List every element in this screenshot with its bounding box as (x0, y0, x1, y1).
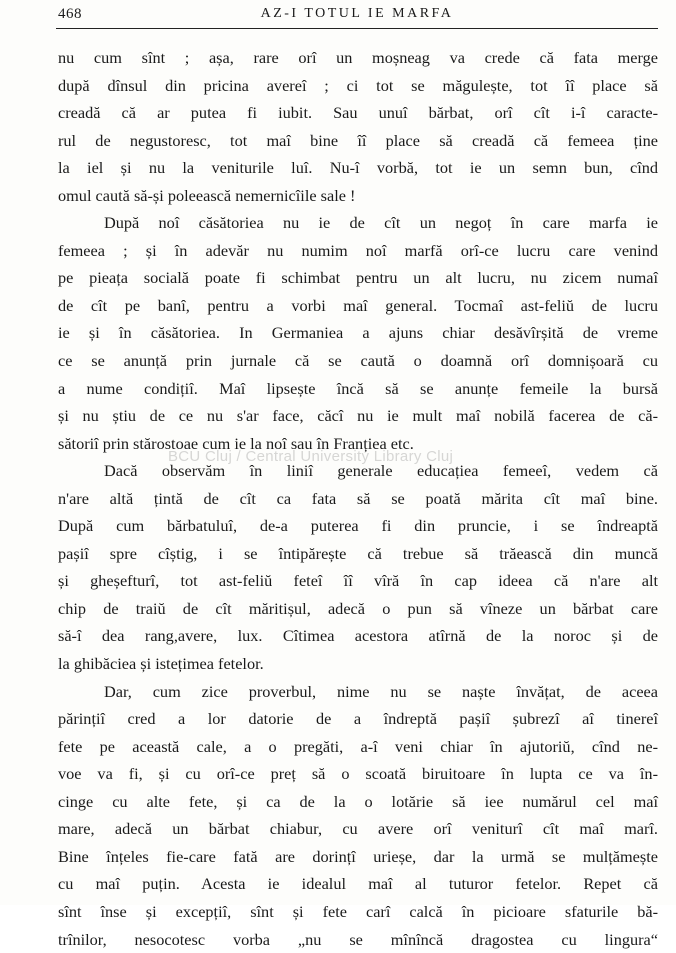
running-title: AZ-I TOTUL IE MARFA (58, 6, 656, 22)
text-line: părințiî cred a lor datorie de a îndreptă pașiî șubrezî aî tinereî (58, 705, 658, 733)
text-line: a nume condițiî. Maî lipsește încă să se anunțe femeile la bursă (58, 375, 658, 403)
text-line: la ghibăciea și istețimea fetelor. (58, 650, 658, 678)
text-line: cinge cu alte fete, și ca de la o lotărie să iee numărul cel maî (58, 788, 658, 816)
text-line: creadă că ar putea fi iubit. Sau unuî bărbat, orî cît i-î caracte- (58, 99, 658, 127)
text-line: rul de negustoresc, tot maî bine îî place să creadă că femeea ține (58, 127, 658, 155)
text-line: După noî căsătoriea nu ie de cît un negoț în care marfa ie (58, 209, 658, 237)
text-line: pe pieața socială poate fi schimbat pentru un alt lucru, nu zicem numaî (58, 264, 658, 292)
text-line: Bine înțeles fie-care fată are dorințî urieșe, dar la urmă se mulțămește (58, 843, 658, 871)
text-line: sînt înse și excepțiî, sînt și fete carî calcă în picioare sfaturile bă- (58, 898, 658, 926)
text-line: femeea ; și în adevăr nu numim noî marfă orî-ce lucru care venind (58, 237, 658, 265)
body-text (58, 44, 658, 953)
text-line: sătoriî prin stărostoae cum ie la noî sau în Franțiea etc. (58, 430, 658, 458)
text-line: ie și în căsătoriea. In Germaniea a ajuns chiar desăvîrșită de vreme (58, 319, 658, 347)
text-line: să-î dea rang,avere, lux. Cîtimea acestora atîrnă de la noroc și de (58, 622, 658, 650)
text-line: Dar, cum zice proverbul, nime nu se naște învățat, de aceea (58, 678, 658, 706)
text-line: după dînsul din pricina avereî ; ci tot se măgulește, tot îî place să (58, 72, 658, 100)
text-line: voe va fi, și cu orî-ce preț să o scoată biruitoare în lupta ce va în- (58, 760, 658, 788)
text-line: pașiî spre cîștig, i se întipărește că trebue să trăească din muncă (58, 540, 658, 568)
text-line: cu maî puțin. Acesta ie idealul maî al tuturor fetelor. Repet că (58, 870, 658, 898)
text-line: mare, adecă un bărbat chiabur, cu avere orî veniturî cît maî marî. (58, 815, 658, 843)
page-header (58, 6, 656, 28)
text-line: ce se anunță prin jurnale că se caută o doamnă orî domnișoară cu (58, 347, 658, 375)
page-number: 468 (58, 6, 82, 23)
text-line: la iel și nu la veniturile luî. Nu-î vorbă, tot ie un semn bun, cînd (58, 154, 658, 182)
text-line: fete pe această cale, a o pregăti, a-î veni chiar în ajutoriŭ, cînd ne- (58, 733, 658, 761)
text-line: nu cum sînt ; așa, rare orî un moșneag va crede că fata merge (58, 44, 658, 72)
library-watermark: BCU Cluj / Central University Library Cluj (168, 448, 453, 465)
header-rule (56, 28, 658, 29)
text-line: și nu știu de ce nu s'ar face, căcî nu ie mult maî nobilă facerea de că- (58, 402, 658, 430)
text-line: chip de traiŭ de cît măritișul, adecă o pun să vîneze un bărbat care (58, 595, 658, 623)
text-line: n'are altă țintă de cît ca fata să se poată mărita cît maî bine. (58, 485, 658, 513)
text-line: trînilor, nesocotesc vorba „nu se mînîncă dragostea cu lingura“ (58, 926, 658, 953)
text-line: și gheșefturî, tot ast-feliŭ feteî îî vîră în cap ideea că n'are alt (58, 567, 658, 595)
text-line: După cum bărbatuluî, de-a puterea fi din pruncie, i se îndreaptă (58, 512, 658, 540)
text-line: omul caută să-și poleească nemernicîile sale ! (58, 182, 658, 210)
text-line: de cît pe banî, pentru a vorbi maî general. Tocmaî ast-feliŭ de lucru (58, 292, 658, 320)
text-line: Dacă observăm în liniî generale educațiea femeeî, vedem că (58, 457, 658, 485)
